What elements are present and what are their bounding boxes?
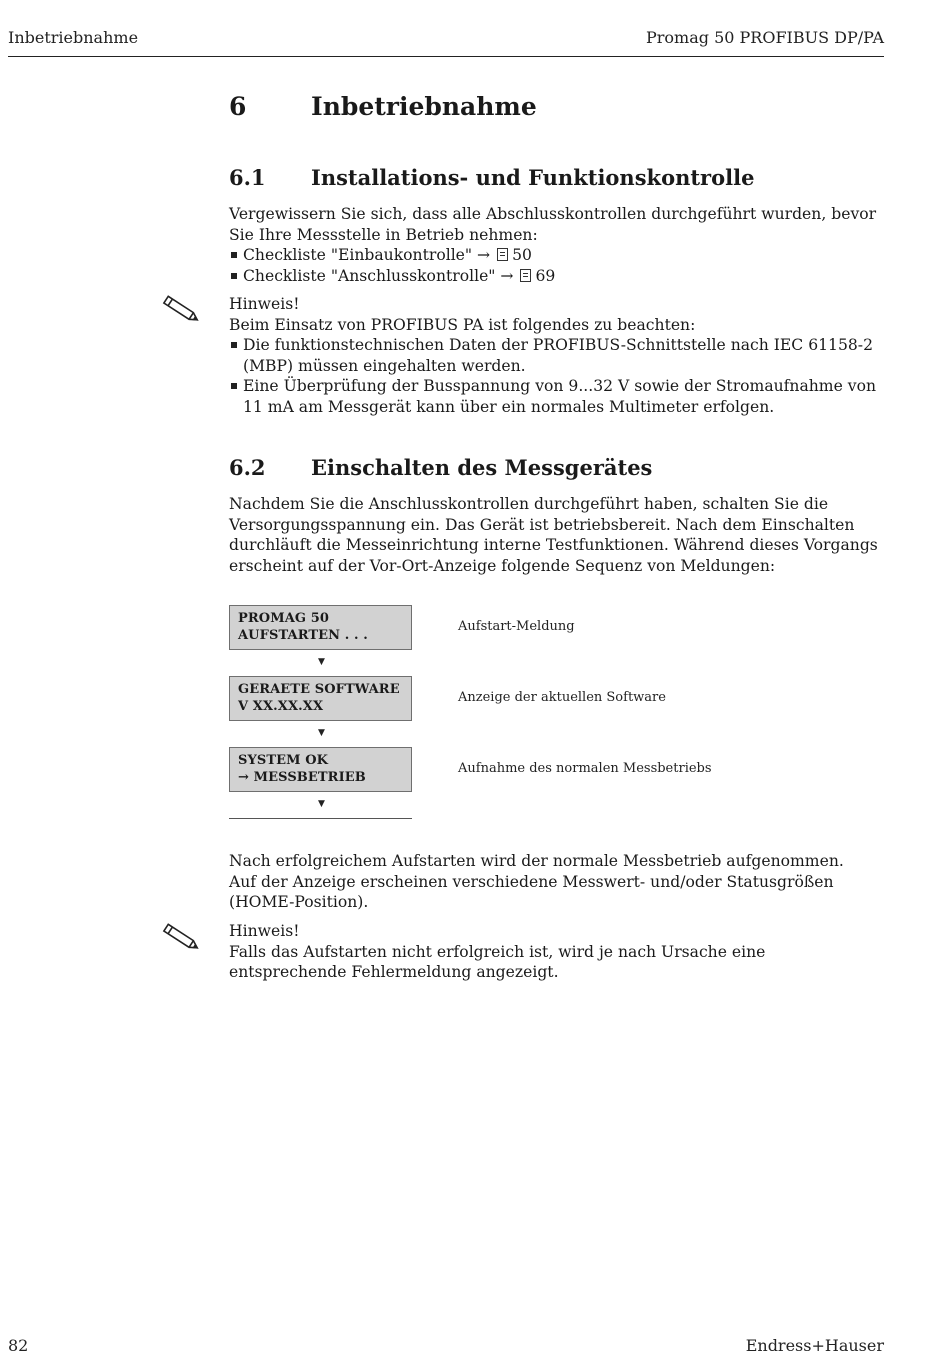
- display-caption: Anzeige der aktuellen Software: [458, 690, 666, 705]
- triangle-down-icon: ▼: [318, 799, 325, 809]
- display-message-system-ok: [229, 747, 412, 792]
- sequence-end-rule: [229, 818, 412, 819]
- checklist-text: Checkliste "Anschlusskontrolle" →: [243, 266, 514, 285]
- note-intro: Beim Einsatz von PROFIBUS PA ist folgendes zu beachten:: [229, 315, 696, 334]
- display-line: PROMAG 50: [238, 611, 329, 626]
- section-title: Einschalten des Messgerätes: [311, 455, 653, 480]
- running-header-product: Promag 50 PROFIBUS DP/PA: [645, 28, 884, 47]
- page-reference[interactable]: 50: [512, 246, 532, 264]
- running-header-chapter: Inbetriebnahme: [8, 28, 139, 47]
- document-icon: [520, 269, 531, 282]
- checklist-text: Checkliste "Einbaukontrolle" →: [243, 246, 491, 264]
- checklist-item: [229, 266, 879, 287]
- checklist-list: [229, 245, 879, 286]
- page-number: 82: [8, 1336, 29, 1355]
- after-display-text: Auf der Anzeige erscheinen verschiedene Messwert- und/oder Statusgrößen (HOME-Position).: [229, 872, 834, 911]
- display-message-software: [229, 676, 412, 721]
- section-heading-6-2: [229, 455, 652, 480]
- triangle-down-icon: ▼: [318, 728, 325, 738]
- chapter-heading: [229, 92, 537, 121]
- document-icon: [497, 248, 508, 261]
- chapter-title: Inbetriebnahme: [311, 92, 537, 121]
- header-rule: [8, 56, 884, 57]
- section-heading-6-1: [229, 165, 754, 190]
- page-reference[interactable]: 69: [535, 266, 556, 285]
- after-startup-text: Nach erfolgreichem Aufstarten wird der normale Messbetrieb aufgenommen.: [229, 852, 844, 870]
- chapter-number: 6: [229, 92, 247, 121]
- section-number: 6.1: [229, 165, 266, 190]
- section-6-2-intro: Nachdem Sie die Anschlusskontrollen durchgeführt haben, schalten Sie die Versorgungsspannung ein. Das Gerät ist betriebsbereit. Nach dem Einschalten durchläuft die Messeinrichtung interne Testfunktionen. Während dieses Vorgangs erscheint auf der Vor-Ort-Anzeige folgende Sequenz von Meldungen:: [229, 495, 878, 575]
- display-line: SYSTEM OK: [238, 753, 329, 768]
- section-6-1-intro: Vergewissern Sie sich, dass alle Abschlusskontrollen durchgeführt wurden, bevor Sie Ihre Messstelle in Betrieb nehmen:: [229, 205, 877, 244]
- note-label: Hinweis!: [229, 295, 300, 313]
- note-list: [229, 335, 879, 417]
- display-caption: Aufstart-Meldung: [458, 619, 575, 634]
- display-caption: Aufnahme des normalen Messbetriebs: [458, 761, 712, 776]
- pencil-icon: [160, 292, 204, 328]
- triangle-down-icon: ▼: [318, 657, 325, 667]
- section-6-2-after: [229, 851, 879, 913]
- note-list-item: Die funktionstechnischen Daten der PROFIBUS-Schnittstelle nach IEC 61158-2 (MBP) müssen eingehalten werden.: [229, 335, 879, 376]
- display-line: GERAETE SOFTWARE: [238, 682, 400, 697]
- note-label: Hinweis!: [229, 922, 300, 940]
- display-line: → MESSBETRIEB: [238, 770, 366, 785]
- section-6-1-body: [229, 204, 879, 286]
- note-list-item: Eine Überprüfung der Busspannung von 9...32 V sowie der Stromaufnahme von 11 mA am Messgerät kann über ein normales Multimeter erfolgen.: [229, 376, 879, 417]
- note-block-2: [229, 921, 879, 983]
- display-line: AUFSTARTEN . . .: [238, 628, 368, 643]
- section-title: Installations- und Funktionskontrolle: [311, 165, 755, 190]
- display-message-startup: [229, 605, 412, 650]
- pencil-icon: [160, 920, 204, 956]
- display-line: V XX.XX.XX: [238, 699, 324, 714]
- note-text: Falls das Aufstarten nicht erfolgreich ist, wird je nach Ursache eine entsprechende Fehlermeldung angezeigt.: [229, 942, 766, 981]
- checklist-item: [229, 245, 879, 266]
- note-block-1: [229, 294, 879, 417]
- footer-brand: Endress+Hauser: [745, 1336, 884, 1355]
- section-number: 6.2: [229, 455, 266, 480]
